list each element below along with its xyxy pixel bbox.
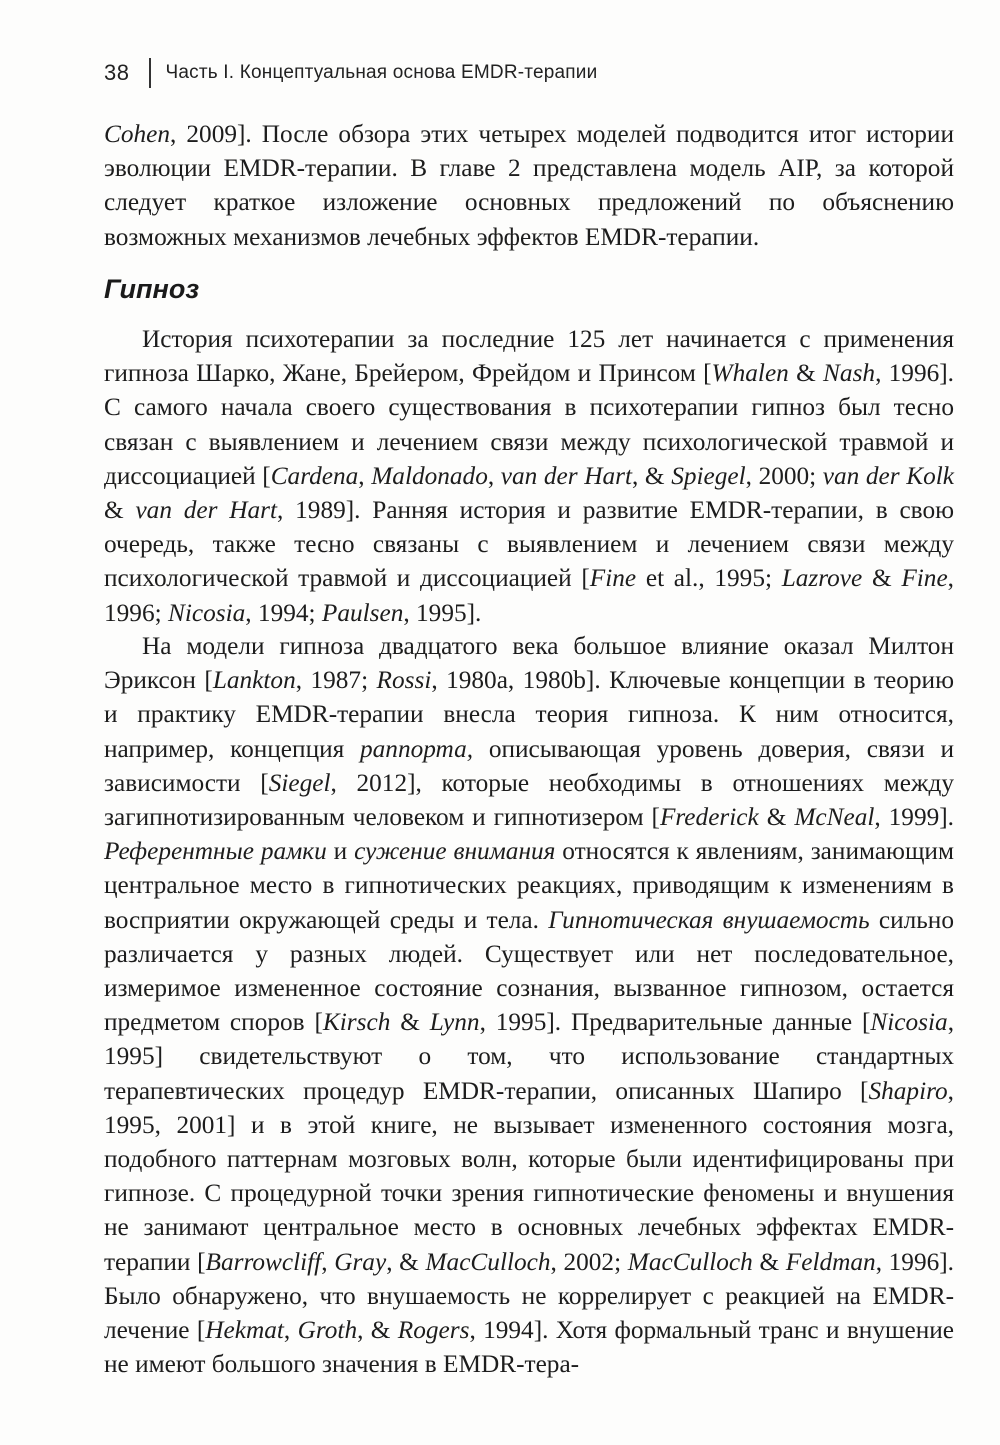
chapter-title: Часть I. Концептуальная основа EMDR-терапии [165, 62, 598, 83]
citation-author: Hekmat [205, 1316, 284, 1345]
text-run: , & [386, 1247, 426, 1276]
text-run: & [788, 359, 824, 388]
section-heading: Гипноз [104, 274, 200, 304]
citation-author: Fine [901, 564, 948, 593]
citation-author: Barrowcliff [205, 1247, 322, 1276]
text-run: , 2012], которые необходимы в отношениях между загипнотизированным человеком и гипнотизером [ [104, 768, 954, 832]
citation-author: MacCulloch [425, 1247, 551, 1276]
text-run: описывающая уровень доверия, связи и зависимости [ [104, 734, 954, 797]
text-run: , 1989]. Ранняя история и развитие EMDR-терапии, в свою очередь, также тесно связаны с выявлением и лечением связи между психологической травмой и диссоциацией [ [104, 496, 954, 593]
citation-author: Fine [589, 564, 637, 593]
text-run: , 1996; [104, 564, 954, 627]
text-run: et al., 1995; [636, 564, 782, 593]
text-run: & [862, 564, 902, 593]
citation-author: Lankton [212, 666, 296, 695]
text-run: , 2002; [550, 1247, 628, 1276]
citation-author: Nash [823, 359, 876, 388]
text-run: , 1987; [295, 666, 377, 695]
citation-author: Feldman [785, 1247, 876, 1276]
text-run: сильно различается у разных людей. Существует или нет последовательное, измеримое измененное состояние сознания, вызванное гипнозом, остается предметом споров [ [104, 905, 954, 1037]
citation-author: Frederick [659, 803, 759, 832]
emphasized-term: Референтные рамки [104, 837, 327, 866]
body-paragraph-2 [104, 629, 954, 1381]
citation-author: van der Kolk [822, 461, 955, 490]
citation-author: Maldonado [371, 461, 488, 490]
text-run: На модели гипноза двадцатого века большое влияние оказал Милтон Эриксон [ [104, 632, 954, 695]
body-paragraph-2-block [104, 629, 954, 1381]
citation-author: Gray [334, 1247, 387, 1276]
text-run: относятся к явлениям, занимающим центральное место в гипнотических реакциях, приводящим к изменениям в восприятии окружающей среды и тела. [104, 837, 954, 934]
citation-author: Nicosia [167, 598, 246, 627]
citation-author: Whalen [711, 359, 789, 388]
text-run: , 1999]. [874, 803, 954, 832]
citation-author: McNeal [794, 803, 875, 832]
text-run: , [321, 1247, 335, 1276]
citation-author: Groth [297, 1316, 358, 1345]
text-run: & [104, 496, 136, 525]
citation-author: Paulsen [321, 598, 404, 627]
text-run: , 1995]. [403, 598, 482, 627]
text-run: & [758, 803, 795, 832]
text-run: , & [357, 1316, 398, 1345]
citation-author: Cardena [270, 461, 359, 490]
text-run: , 1995]. Предварительные данные [ [479, 1008, 871, 1037]
text-run: , 2009]. После обзора этих четырех моделей подводится итог истории эволюции EMDR-терапии. В главе 2 представлена модель AIP, за которой следует краткое изложение основных предложений по объяснению возможных механизмов лечебных эффектов EMDR-терапии. [104, 120, 954, 251]
citation-author: Lynn [429, 1008, 480, 1037]
text-run: & [390, 1008, 430, 1037]
text-run: и [326, 837, 355, 866]
text-run: , 1996]. Было обнаружено, что внушаемость не коррелирует с реакцией на EMDR-лечение [ [104, 1247, 955, 1345]
text-run: , 1996]. С самого начала своего существования в психотерапии гипноз был тесно связан с выявлением и лечением связи между психологической травмой и диссоциацией [ [104, 359, 954, 490]
citation-author: Rogers [397, 1316, 470, 1345]
intro-paragraph [104, 117, 954, 254]
citation-author: Spiegel [671, 461, 746, 490]
text-run: & [752, 1247, 786, 1276]
citation-author: Kirsch [322, 1008, 391, 1037]
citation-author: Nicosia [870, 1008, 948, 1037]
citation-author: Shapiro [868, 1076, 948, 1105]
text-run: , 1995, 2001] и в этой книге, не вызывает измененного состояния мозга, подобного паттернам мозговых волн, которые были идентифицированы при гипнозе. С процедурной точки зрения гипнотические феномены и внушения не занимают центральное место в основных лечебных эффектах EMDR-терапии [ [104, 1076, 954, 1276]
citation-author: Siegel [268, 768, 331, 797]
text-run: , [358, 461, 372, 490]
text-run: , 1980a, 1980b]. Ключевые концепции в теорию и практику EMDR-терапии внесла теория гипноза. К ним относится, например, концепция [104, 666, 954, 763]
text-run: История психотерапии за последние 125 лет начинается с применения гипноза Шарко, Жане, Брейером, Фрейдом и Принсом [ [104, 325, 954, 388]
text-run: , 2000; [745, 461, 823, 490]
body-paragraph-1-block [104, 322, 954, 630]
running-head [104, 58, 597, 88]
citation-author: van der Hart [500, 461, 632, 490]
citation-author: Lazrove [781, 564, 863, 593]
text-run: , & [632, 461, 672, 490]
page-number: 38 [104, 60, 130, 85]
emphasized-term: Гипнотическая внушаемость [548, 905, 870, 934]
text-run: , 1994; [245, 598, 322, 627]
emphasized-term: раппорта, [360, 734, 474, 763]
body-paragraph-1 [104, 322, 954, 630]
text-run: , [283, 1316, 298, 1345]
citation-author: Rossi [376, 666, 432, 695]
emphasized-term: сужение внимания [354, 837, 556, 866]
text-run: , 1995] свидетельствуют о том, что использование стандартных терапевтических процедур EMDR-терапии, описанных Шапиро [ [104, 1008, 955, 1105]
header-divider [149, 58, 151, 88]
text-run: , 1994]. Хотя формальный транс и внушение не имеют большого значения в EMDR-тера- [104, 1316, 955, 1379]
text-run: , [487, 461, 501, 490]
citation-author: MacCulloch [627, 1247, 753, 1276]
citation-author: van der Hart [135, 496, 278, 525]
citation-author: Cohen [104, 120, 171, 148]
intro-paragraph-block [104, 117, 954, 254]
